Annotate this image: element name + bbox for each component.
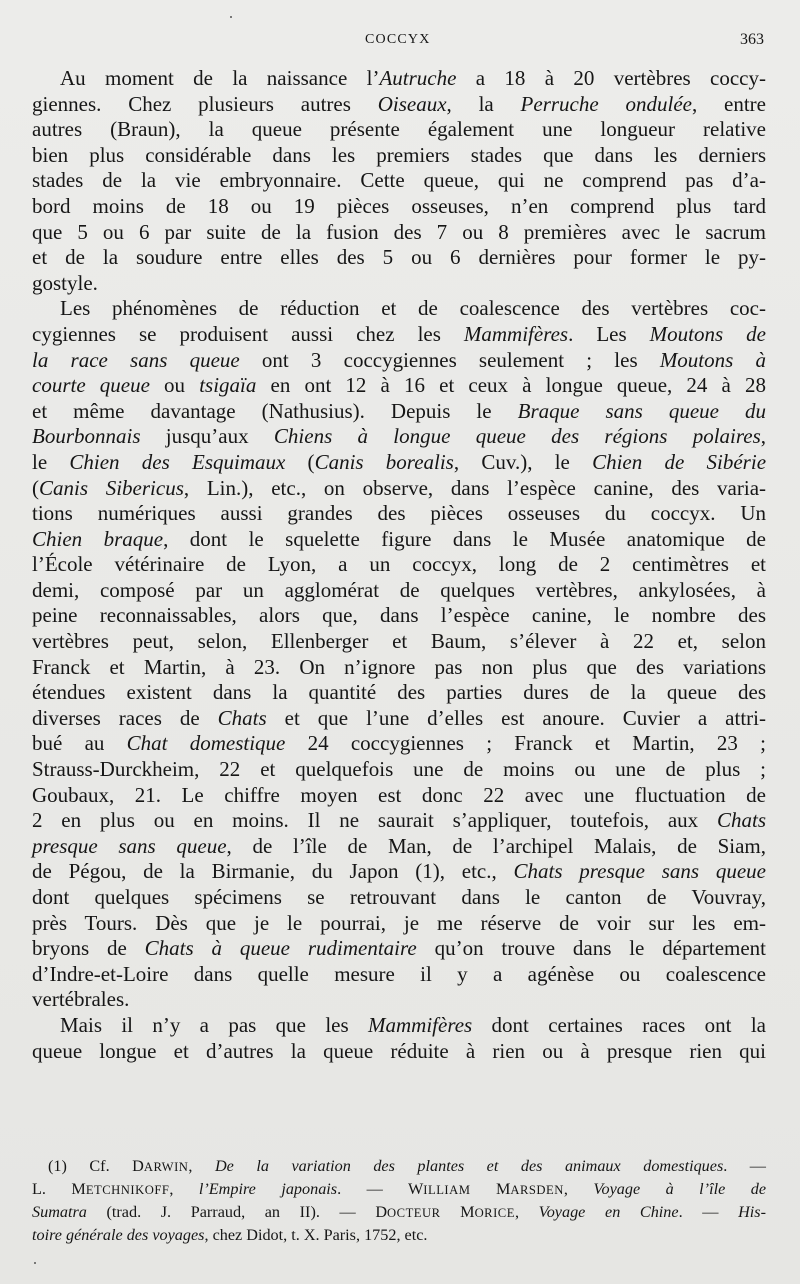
text-line: Au moment de la naissance l’Autruche a 18 à 20 vertèbres coccy- [60,66,766,90]
text-line: Bourbonnais jusqu’aux Chiens à longue queue des régions polaires, [32,424,766,449]
text-line: étendues existent dans la quantité des parties dures de la queue des [32,680,766,705]
text-line: d’Indre-et-Loire dans quelle mesure il y a agénèse ou coalescence [32,961,766,986]
text-line: tions numériques aussi grandes des pièces osseuses du coccyx. Un [32,501,766,526]
text-line: Chien braque, dont le squelette figure dans le Musée anatomique de [32,526,767,551]
footnote-line: Sumatra (trad. J. Parraud, an II). — DOCTEUR MORICE, Voyage en Chine. — His- [32,1203,766,1221]
text-line: Strauss-Durckheim, 22 et quelquefois une de moins ou une de plus ; [32,757,766,782]
text-line: demi, composé par un agglomérat de quelques vertèbres, ankylosées, à [32,577,766,602]
text-line: cygiennes se produisent aussi chez les Mammifères. Les Moutons de [32,321,766,346]
text-line: l’École vétérinaire de Lyon, a un coccyx, long de 2 centimètres et [32,552,766,577]
text-line: stades de la vie embryonnaire. Cette queue, qui ne comprend pas d’a- [32,168,766,193]
text-line: Mais il n’y a pas que les Mammifères dont certaines races ont la [60,1012,766,1037]
text-line: diverses races de Chats et que l’une d’elles est anoure. Cuvier a attri- [32,705,766,730]
text-line: et de la soudure entre elles des 5 ou 6 dernières pour former le py- [32,245,766,270]
page-header [0,28,800,52]
text-line: près Tours. Dès que je le pourrai, je me réserve de voir sur les em- [32,910,766,935]
text-line: Goubaux, 21. Le chiffre moyen est donc 22 avec une fluctuation de [32,782,766,807]
text-line: que 5 ou 6 par suite de la fusion des 7 ou 8 premières avec le sacrum [32,219,766,244]
text-line: vertèbres peut, selon, Ellenberger et Baum, s’élever à 22 et, selon [32,629,766,654]
running-title: COCCYX [365,32,431,47]
page-number: 363 [740,31,764,48]
footnotes-block [32,1155,766,1246]
print-speck [34,1262,36,1264]
text-line: bryons de Chats à queue rudimentaire qu’on trouve dans le département [32,936,766,961]
text-line: Franck et Martin, à 23. On n’ignore pas non plus que des variations [32,654,766,679]
main-text-block [32,66,766,1064]
footnote-line: L. METCHNIKOFF, l’Empire japonais. — WILLIAM MARSDEN, Voyage à l’île de [32,1180,767,1198]
footnote-line: toire générale des voyages, chez Didot, t. X. Paris, 1752, etc. [32,1226,428,1244]
text-line: et même davantage (Nathusius). Depuis le Braque sans queue du [32,398,767,423]
text-line: peine reconnaissables, alors que, dans l’espèce canine, le nombre des [32,603,766,628]
text-line: dont quelques spécimens se retrouvant dans le canton de Vouvray, [32,885,766,909]
footnote-line: (1) Cf. DARWIN, De la variation des plantes et des animaux domestiques. — [48,1157,766,1175]
text-line: queue longue et d’autres la queue réduite à rien ou à presque rien qui [32,1038,766,1063]
text-line: la race sans queue ont 3 coccygiennes seulement ; les Moutons à [32,347,767,372]
text-line: courte queue ou tsigaïa en ont 12 à 16 et ceux à longue queue, 24 à 28 [32,373,766,398]
text-line: giennes. Chez plusieurs autres Oiseaux, la Perruche ondulée, entre [32,91,766,116]
text-line: bué au Chat domestique 24 coccygiennes ; Franck et Martin, 23 ; [32,731,766,756]
text-line: 2 en plus ou en moins. Il ne saurait s’appliquer, toutefois, aux Chats [32,808,766,833]
text-line: autres (Braun), la queue présente également une longueur relative [32,117,766,142]
text-line: presque sans queue, de l’île de Man, de l’archipel Malais, de Siam, [32,833,766,858]
text-line: bien plus considérable dans les premiers stades que dans les derniers [32,142,766,167]
text-line: bord moins de 18 ou 19 pièces osseuses, n’en comprend plus tard [32,193,766,218]
text-line: le Chien des Esquimaux (Canis borealis, Cuv.), le Chien de Sibérie [32,449,767,474]
text-line: Les phénomènes de réduction et de coalescence des vertèbres coc- [60,296,766,321]
text-line: gostyle. [32,270,98,295]
text-line: (Canis Sibericus, Lin.), etc., on observe, dans l’espèce canine, des varia- [32,475,767,500]
text-line: vertébrales. [32,987,130,1012]
text-line: de Pégou, de la Birmanie, du Japon (1), etc., Chats presque sans queue [32,859,766,884]
print-speck [230,16,232,18]
